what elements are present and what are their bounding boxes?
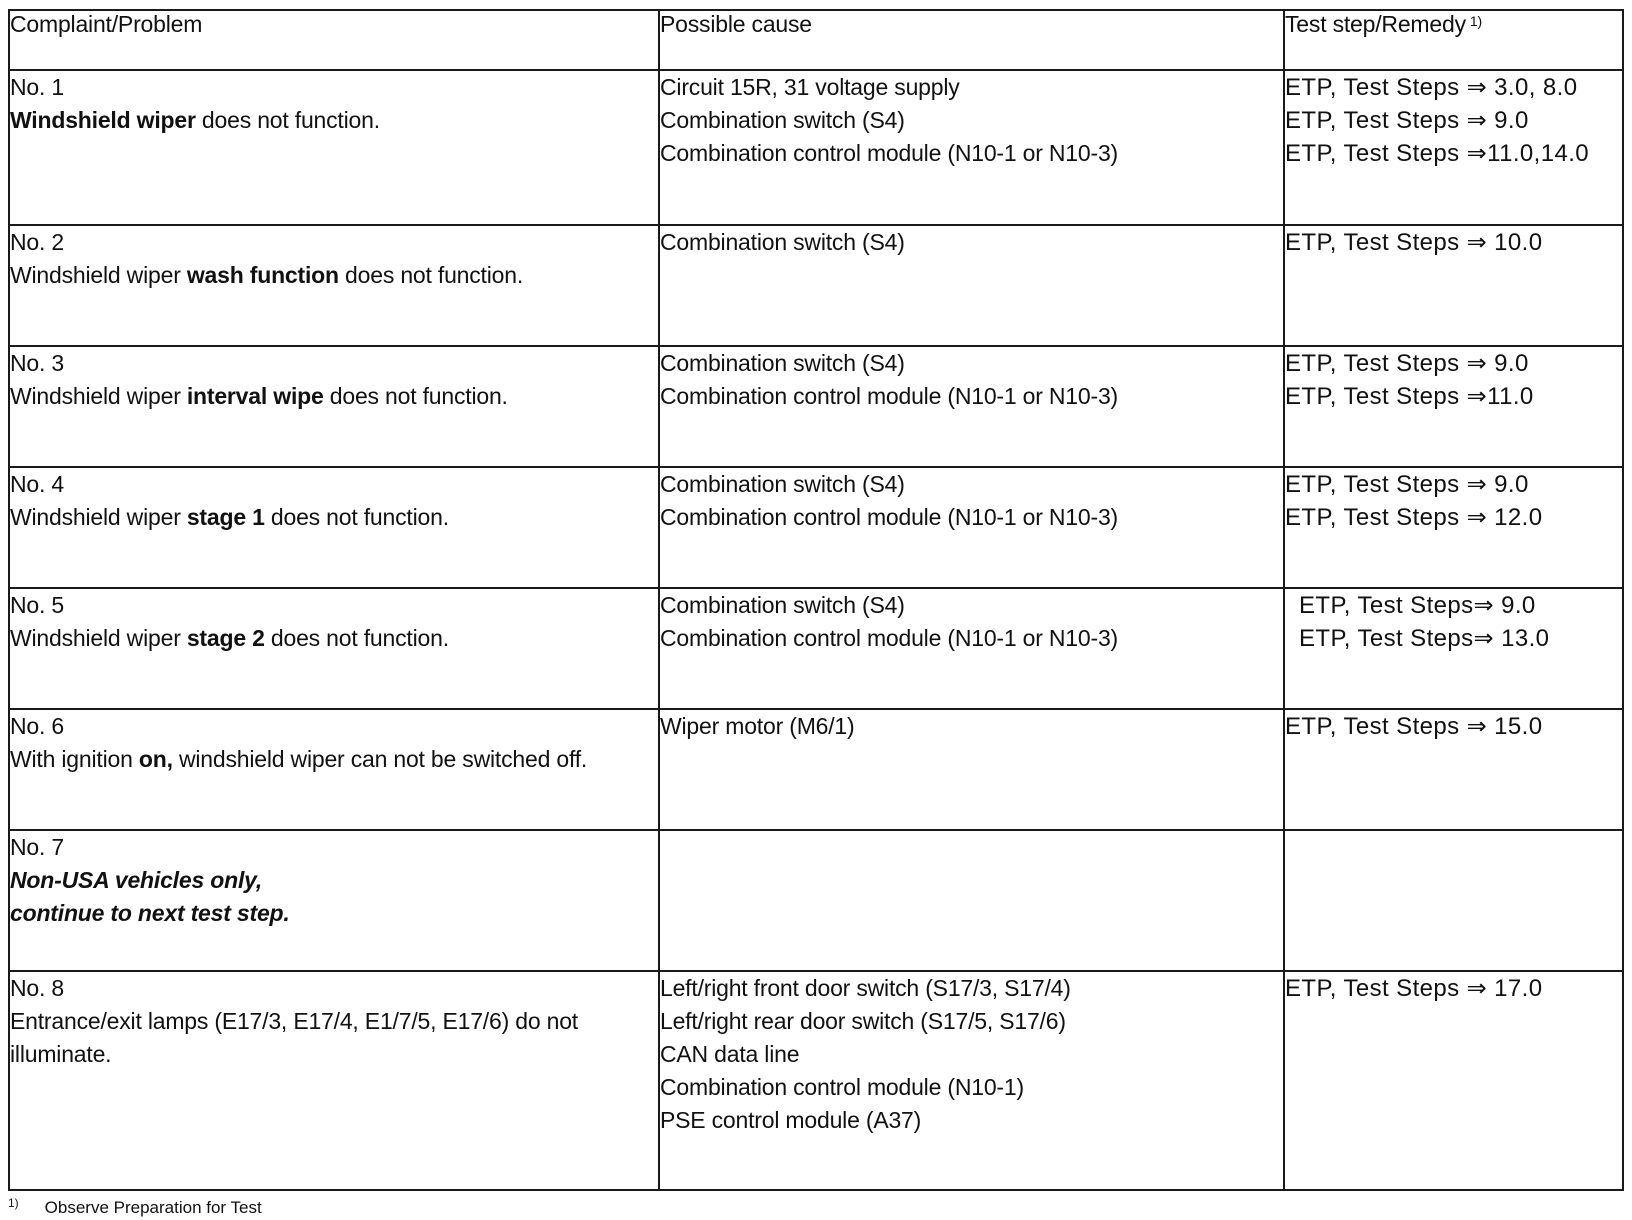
header-complaint-label: Complaint/Problem <box>10 11 203 37</box>
cause-line: CAN data line <box>660 1041 800 1067</box>
complaint-number: No. 1 <box>10 74 64 100</box>
table-row <box>9 467 1623 588</box>
complaint-number: No. 3 <box>10 350 64 376</box>
cause-cell <box>659 467 1284 588</box>
complaint-rest: does not function. <box>264 504 449 530</box>
complaint-number: No. 7 <box>10 834 64 860</box>
complaint-rest: does not function. <box>338 262 524 288</box>
header-cause <box>659 10 1284 70</box>
complaint-number: No. 6 <box>10 713 64 739</box>
header-remedy-footnote-mark: 1) <box>1469 13 1482 29</box>
complaint-pre: Windshield wiper <box>10 504 187 530</box>
test-step-line: ETP, Test Steps ⇒ 9.0 <box>1285 350 1529 377</box>
test-step-line: ETP, Test Steps ⇒ 15.0 <box>1285 713 1543 740</box>
diagnosis-table <box>8 9 1624 1191</box>
cause-line: Combination control module (N10-1 or N10-3) <box>660 504 1119 530</box>
complaint-text-line: illuminate. <box>10 1041 112 1067</box>
cause-line: Combination control module (N10-1) <box>660 1074 1024 1100</box>
remedy-cell <box>1284 830 1623 971</box>
complaint-text <box>10 380 658 413</box>
cause-line: Left/right rear door switch (S17/5, S17/6) <box>660 1008 1066 1034</box>
complaint-cell <box>9 588 659 709</box>
cause-line: PSE control module (A37) <box>660 1107 922 1133</box>
header-complaint <box>9 10 659 70</box>
table-row <box>9 709 1623 830</box>
header-remedy <box>1284 10 1623 70</box>
remedy-cell <box>1284 971 1623 1190</box>
complaint-number: No. 8 <box>10 975 64 1001</box>
cause-line: Combination switch (S4) <box>660 592 905 618</box>
complaint-rest: does not function. <box>323 383 508 409</box>
test-step-line: ETP, Test Steps ⇒11.0 <box>1285 383 1534 410</box>
complaint-rest: windshield wiper can not be switched off. <box>172 746 588 772</box>
complaint-cell <box>9 225 659 346</box>
complaint-number: No. 4 <box>10 471 64 497</box>
complaint-cell <box>9 467 659 588</box>
complaint-pre: Windshield wiper <box>10 383 187 409</box>
complaint-bold: interval wipe <box>186 383 324 409</box>
complaint-cell <box>9 971 659 1190</box>
cause-line: Combination switch (S4) <box>660 107 905 133</box>
complaint-text <box>10 622 658 655</box>
complaint-text <box>10 501 658 534</box>
test-step-line: ETP, Test Steps ⇒ 9.0 <box>1285 471 1529 498</box>
cause-cell <box>659 971 1284 1190</box>
complaint-cell <box>9 346 659 467</box>
cause-line: Combination control module (N10-1 or N10-3) <box>660 625 1119 651</box>
cause-cell <box>659 225 1284 346</box>
cause-cell <box>659 709 1284 830</box>
complaint-pre: Windshield wiper <box>10 625 187 651</box>
cause-line: Combination switch (S4) <box>660 229 905 255</box>
header-cause-label: Possible cause <box>660 11 812 37</box>
table-row <box>9 588 1623 709</box>
table-row <box>9 830 1623 971</box>
footnote <box>8 1196 262 1218</box>
complaint-text <box>10 259 658 292</box>
remedy-cell <box>1284 225 1623 346</box>
complaint-cell <box>9 830 659 971</box>
table-row <box>9 70 1623 225</box>
cause-line: Left/right front door switch (S17/3, S17/4) <box>660 975 1071 1001</box>
complaint-pre: With ignition <box>10 746 139 772</box>
footnote-text: Observe Preparation for Test <box>44 1198 262 1217</box>
complaint-bold: wash function <box>186 262 339 288</box>
complaint-pre: Windshield wiper <box>10 262 187 288</box>
complaint-rest: does not function. <box>264 625 449 651</box>
cause-cell <box>659 830 1284 971</box>
complaint-text <box>10 104 658 137</box>
table-row <box>9 971 1623 1190</box>
test-step-line: ETP, Test Steps ⇒ 17.0 <box>1285 975 1543 1002</box>
complaint-number: No. 2 <box>10 229 64 255</box>
complaint-bold: stage 2 <box>186 625 265 651</box>
cause-line: Combination switch (S4) <box>660 350 905 376</box>
complaint-bold: Windshield wiper <box>10 107 196 133</box>
complaint-cell <box>9 709 659 830</box>
footnote-mark: 1) <box>8 1196 19 1210</box>
complaint-bold: stage 1 <box>186 504 265 530</box>
complaint-text-line: Entrance/exit lamps (E17/3, E17/4, E1/7/5, E17/6) do not <box>10 1008 578 1034</box>
test-step-line: ETP, Test Steps⇒ 13.0 <box>1299 625 1550 652</box>
test-step-line: ETP, Test Steps ⇒ 10.0 <box>1285 229 1543 256</box>
complaint-number: No. 5 <box>10 592 64 618</box>
cause-cell <box>659 346 1284 467</box>
remedy-cell <box>1284 709 1623 830</box>
cause-cell <box>659 588 1284 709</box>
cause-line: Wiper motor (M6/1) <box>660 713 855 739</box>
complaint-bold: on, <box>138 746 173 772</box>
complaint-text <box>10 743 658 776</box>
table-row <box>9 346 1623 467</box>
header-remedy-label: Test step/Remedy <box>1285 11 1466 37</box>
cause-line: Combination control module (N10-1 or N10-3) <box>660 140 1119 166</box>
cause-line: Combination control module (N10-1 or N10-3) <box>660 383 1119 409</box>
table-header-row <box>9 10 1623 70</box>
cause-line: Circuit 15R, 31 voltage supply <box>660 74 960 100</box>
remedy-cell <box>1284 588 1623 709</box>
complaint-cell <box>9 70 659 225</box>
test-step-line: ETP, Test Steps ⇒ 9.0 <box>1285 107 1529 134</box>
cause-cell <box>659 70 1284 225</box>
complaint-note-line: Non-USA vehicles only, <box>10 867 263 893</box>
complaint-rest: does not function. <box>195 107 380 133</box>
test-step-line: ETP, Test Steps⇒ 9.0 <box>1299 592 1536 619</box>
test-step-line: ETP, Test Steps ⇒ 12.0 <box>1285 504 1543 531</box>
table-row <box>9 225 1623 346</box>
test-step-line: ETP, Test Steps ⇒ 3.0, 8.0 <box>1285 74 1578 101</box>
remedy-cell <box>1284 467 1623 588</box>
remedy-cell <box>1284 70 1623 225</box>
complaint-note-line: continue to next test step. <box>10 900 290 926</box>
cause-line: Combination switch (S4) <box>660 471 905 497</box>
test-step-line: ETP, Test Steps ⇒11.0,14.0 <box>1285 140 1590 167</box>
remedy-cell <box>1284 346 1623 467</box>
